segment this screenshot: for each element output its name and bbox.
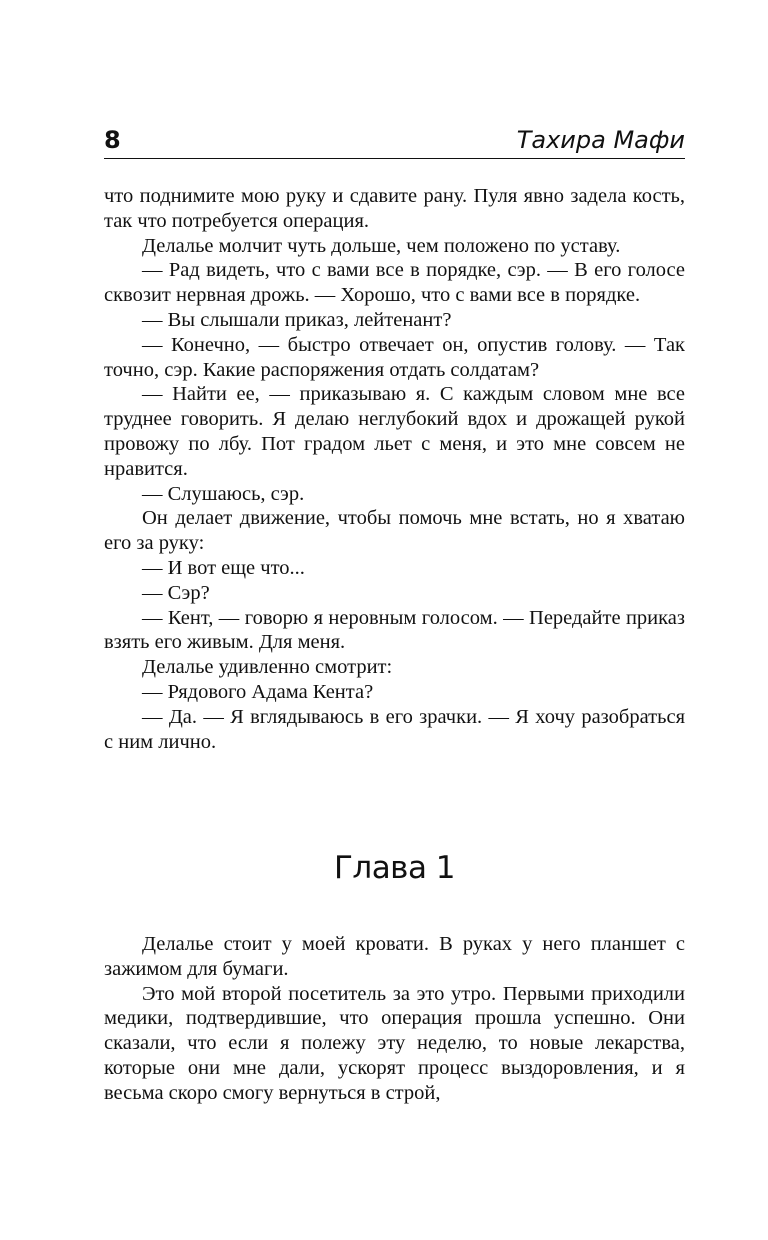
paragraph: — Вы слышали приказ, лейтенант? bbox=[142, 308, 452, 331]
paragraph: — Слушаюсь, сэр. bbox=[142, 482, 305, 505]
paragraph: — Конечно, — быстро отвечает он, опустив голову. — Так точно, сэр. Какие распоряжения отдать солдатам? bbox=[104, 333, 685, 381]
running-header bbox=[104, 122, 685, 159]
body-text-chapter bbox=[104, 932, 685, 1106]
running-title-author: Тахира Мафи bbox=[516, 126, 685, 154]
paragraph: Делалье стоит у моей кровати. В руках у него планшет с зажимом для бумаги. bbox=[104, 933, 685, 980]
chapter-title: Глава 1 bbox=[333, 850, 456, 886]
paragraph: Он делает движение, чтобы помочь мне встать, но я хватаю его за руку: bbox=[104, 507, 685, 555]
paragraph: Это мой второй посетитель за это утро. Первыми приходили медики, подтвердившие, что операция прошла успешно. Они сказали, что если я полежу эту неделю, то новые лекарства, которые они мне дали, ускорят процесс выздоровления, и я весьма скоро смогу вернуться в строй, bbox=[104, 982, 685, 1104]
page-number: 8 bbox=[104, 126, 121, 154]
paragraph: — Найти ее, — приказываю я. С каждым словом мне все труднее говорить. Я делаю неглубокий вдох и дрожащей рукой провожу по лбу. Пот градом льет с меня, и это мне совсем не нравится. bbox=[104, 383, 685, 480]
paragraph: — Кент, — говорю я неровным голосом. — Передайте приказ взять его живым. Для меня. bbox=[104, 606, 685, 654]
paragraph: — Рядового Адама Кента? bbox=[142, 680, 374, 703]
paragraph: Делалье удивленно смотрит: bbox=[142, 656, 393, 679]
paragraph: — Да. — Я вглядываюсь в его зрачки. — Я хочу разобраться с ним лично. bbox=[104, 705, 685, 753]
paragraph: — И вот еще что... bbox=[142, 556, 305, 579]
body-text-top bbox=[104, 184, 685, 754]
paragraph: — Сэр? bbox=[142, 581, 210, 604]
paragraph: — Рад видеть, что с вами все в порядке, сэр. — В его голосе сквозит нервная дрожь. — Хорошо, что с вами все в порядке. bbox=[104, 259, 685, 307]
paragraph: что поднимите мою руку и сдавите рану. Пуля явно задела кость, так что потребуется операция. bbox=[104, 185, 685, 232]
paragraph: Делалье молчит чуть дольше, чем положено по уставу. bbox=[142, 234, 621, 257]
